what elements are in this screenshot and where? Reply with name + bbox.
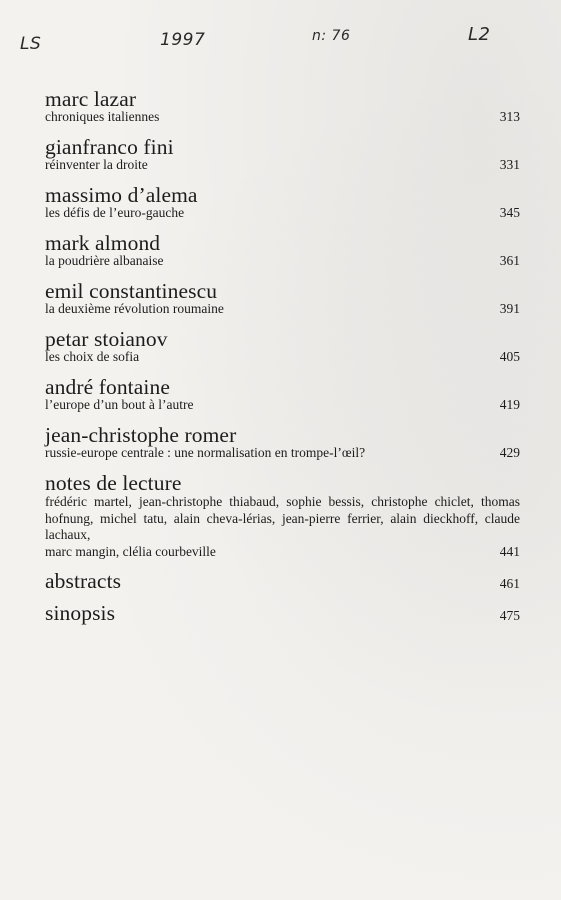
abstracts-title: abstracts	[45, 568, 122, 593]
entry-page: 429	[499, 445, 520, 460]
notes-heading: notes de lecture	[45, 471, 182, 495]
entry-author: jean-christophe romer	[45, 423, 237, 447]
entry-title: réinventer la droite	[45, 157, 148, 172]
toc-entry	[45, 136, 520, 172]
entry-page: 361	[499, 253, 520, 268]
entry-author: gianfranco fini	[45, 135, 174, 159]
toc-entry	[45, 280, 520, 316]
handwritten-mark-left: LS	[20, 34, 42, 54]
handwritten-issue: n: 76	[312, 28, 351, 44]
notes-contributors: frédéric martel, jean-christophe thiabaud, sophie bessis, christophe chiclet, thomas hofnung, michel tatu, alain cheva-lérias, jean-pierre ferrier, alain dieckhoff, claude lachaux,	[45, 494, 520, 542]
entry-title: la poudrière albanaise	[45, 253, 164, 268]
toc-entry	[45, 184, 520, 220]
entry-author: mark almond	[45, 231, 161, 255]
entry-title: chroniques italiennes	[45, 109, 160, 124]
entry-title: les choix de sofia	[45, 349, 140, 364]
notes-section	[45, 472, 520, 560]
entry-title: russie-europe centrale : une normalisation en trompe-l’œil?	[45, 445, 366, 460]
toc-entry-sinopsis	[45, 602, 520, 624]
entry-author: emil constantinescu	[45, 279, 218, 303]
entry-page: 345	[499, 205, 520, 220]
entry-author: massimo d’alema	[45, 183, 198, 207]
table-of-contents	[45, 88, 520, 624]
entry-author: marc lazar	[45, 87, 137, 111]
toc-entry	[45, 424, 520, 460]
abstracts-page: 461	[499, 575, 520, 591]
notes-contributors-last: marc mangin, clélia courbeville	[45, 543, 216, 559]
notes-page: 441	[499, 543, 520, 559]
toc-entry-abstracts	[45, 570, 520, 592]
entry-page: 313	[499, 109, 520, 124]
entry-author: petar stoianov	[45, 327, 168, 351]
entry-page: 391	[499, 301, 520, 316]
entry-page: 419	[499, 397, 520, 412]
sinopsis-title: sinopsis	[45, 600, 116, 625]
entry-page: 405	[499, 349, 520, 364]
entry-title: l’europe d’un bout à l’autre	[45, 397, 194, 412]
entry-author: andré fontaine	[45, 375, 170, 399]
entry-title: la deuxième révolution roumaine	[45, 301, 224, 316]
handwritten-year: 1997	[160, 30, 206, 50]
notes-last-line-row	[45, 544, 520, 560]
toc-entry	[45, 328, 520, 364]
entry-title: les défis de l’euro-gauche	[45, 205, 185, 220]
toc-entry	[45, 232, 520, 268]
toc-entry	[45, 376, 520, 412]
entry-page: 331	[499, 157, 520, 172]
handwritten-mark-right: L2	[468, 24, 491, 45]
sinopsis-page: 475	[499, 607, 520, 623]
toc-entry	[45, 88, 520, 124]
